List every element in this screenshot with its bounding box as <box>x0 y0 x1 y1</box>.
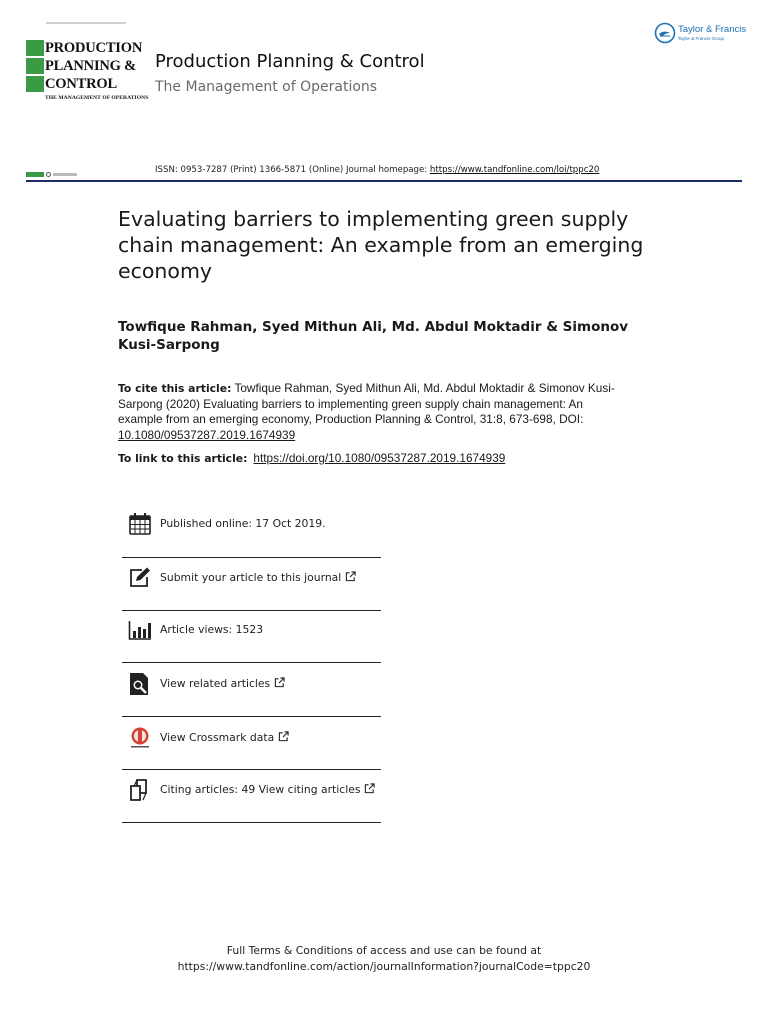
cover-word: PLANNING & <box>45 58 137 74</box>
issn-line <box>155 165 599 175</box>
edit-icon <box>128 566 152 590</box>
publisher-logo[interactable] <box>654 22 750 48</box>
info-row-published <box>124 512 384 548</box>
article-title: Evaluating barriers to implementing green supply chain management: An example from an emerging economy <box>118 207 644 283</box>
citing-articles-link[interactable]: Citing articles: 49 View citing articles <box>160 783 361 796</box>
info-row-citing[interactable] <box>124 778 384 814</box>
calendar-icon <box>128 512 152 536</box>
citation-block <box>118 381 628 443</box>
journal-homepage-link[interactable]: https://www.tandfonline.com/loi/tppc20 <box>429 165 600 175</box>
info-row-label <box>160 571 356 584</box>
journal-title: Production Planning & Control <box>155 51 425 72</box>
header-rule <box>26 180 742 182</box>
cover-green-block <box>26 76 44 92</box>
info-row-label: Published online: 17 Oct 2019. <box>160 517 326 530</box>
bar-chart-icon <box>128 618 152 642</box>
crossmark-icon <box>128 726 152 750</box>
external-link-icon <box>364 783 375 794</box>
cover-word: PRODUCTION <box>45 40 143 56</box>
article-authors: Towfique Rahman, Syed Mithun Ali, Md. Abdul Moktadir & Simonov Kusi-Sarpong <box>118 319 629 353</box>
footer-terms-link[interactable]: https://www.tandfonline.com/action/journalInformation?journalCode=tppc20 <box>177 959 591 973</box>
publisher-logo-icon <box>654 22 676 44</box>
info-divider <box>122 662 381 663</box>
info-row-crossmark[interactable] <box>124 726 384 762</box>
article-doi-link[interactable]: https://doi.org/10.1080/09537287.2019.1674939 <box>253 451 506 465</box>
citation-label: To cite this article: <box>118 382 232 395</box>
issn-text: ISSN: 0953-7287 (Print) 1366-5871 (Online) Journal homepage: <box>155 165 430 175</box>
info-row-label <box>160 677 285 690</box>
journal-cover-logo <box>24 20 149 104</box>
mini-publisher-logo <box>26 172 78 177</box>
info-row-views <box>124 618 384 654</box>
external-link-icon <box>278 731 289 742</box>
related-articles-link[interactable]: View related articles <box>160 677 271 690</box>
info-divider <box>122 716 381 717</box>
publisher-name: Taylor & Francis <box>678 24 747 35</box>
info-row-label <box>160 783 375 796</box>
cover-tagline: THE MANAGEMENT OF OPERATIONS <box>45 95 149 101</box>
footer <box>0 943 768 974</box>
citing-articles-icon <box>128 778 152 802</box>
footer-line-1: Full Terms & Conditions of access and use can be found at <box>226 944 542 957</box>
publisher-group: Taylor & Francis Group <box>678 36 725 41</box>
citation-text: Towfique Rahman, Syed Mithun Ali, Md. Abdul Moktadir & Simonov Kusi-Sarpong (2020) Evaluating barriers to implementing green supply chain management: An example from an emerging economy, Production Planning & Control, 31:8, 673-698, DOI: <box>118 381 615 426</box>
info-divider <box>122 822 381 823</box>
info-divider <box>122 610 381 611</box>
info-row-label: Article views: 1523 <box>160 623 264 636</box>
info-row-submit[interactable] <box>124 566 384 602</box>
citation-doi-link[interactable]: 10.1080/09537287.2019.1674939 <box>118 427 296 442</box>
crossmark-link[interactable]: View Crossmark data <box>160 731 275 744</box>
submit-article-link[interactable]: Submit your article to this journal <box>160 571 342 584</box>
article-link-label: To link to this article: <box>118 452 248 465</box>
info-divider <box>122 557 381 558</box>
article-link-block <box>118 451 505 465</box>
info-row-related[interactable] <box>124 672 384 708</box>
info-row-label <box>160 731 289 744</box>
cover-green-block <box>26 40 44 56</box>
journal-subtitle: The Management of Operations <box>155 79 378 95</box>
cover-word: CONTROL <box>45 76 117 92</box>
cover-top-line <box>46 22 126 24</box>
cover-green-block <box>26 58 44 74</box>
info-divider <box>122 769 381 770</box>
external-link-icon <box>345 571 356 582</box>
external-link-icon <box>274 677 285 688</box>
search-document-icon <box>128 672 152 696</box>
